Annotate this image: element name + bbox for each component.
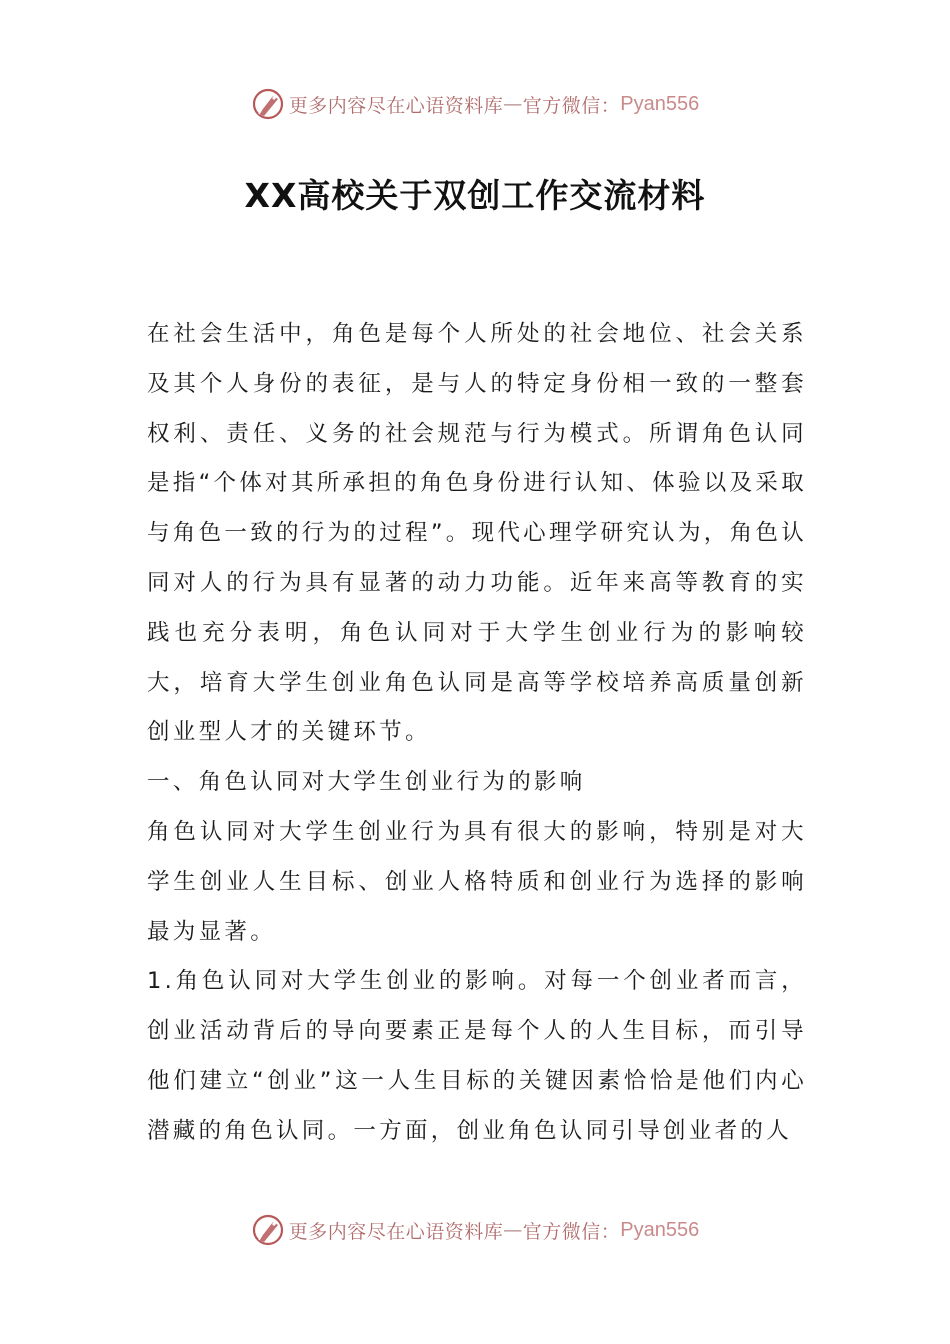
document-title: XX高校关于双创工作交流材料 [244,176,706,215]
banner-text: 更多内容尽在心语资料库 [288,94,504,117]
banner-label: 官方微信： [522,94,621,117]
document-body [147,310,807,1157]
section-heading: 一、角色认同对大学生创业行为的影响 [147,769,586,796]
footer-watermark-banner [0,1210,950,1250]
header-watermark-banner [0,84,950,124]
pen-nib-circle-icon [251,1213,285,1247]
paragraph-intro: 在社会生活中，角色是每个人所处的社会地位、社会关系及其个人身份的表征，是与人的特定身份相一致的一整套权利、责任、义务的社会规范与行为模式。所谓角色认同是指“个体对其所承担的角色身份进行认知、体验以及采取与角色一致的行为的过程”。现代心理学研究认为，角色认同对人的行为具有显著的动力功能。近年来高等教育的实践也充分表明，角色认同对于大学生创业行为的影响较大，培育大学生创业角色认同是高等学校培养高质量创新创业型人才的关键环节。 [147,321,807,746]
banner-label: 官方微信： [522,1220,621,1243]
paragraph-point-1: 1.角色认同对大学生创业的影响。对每一个创业者而言，创业活动背后的导向要素正是每个人的人生目标，而引导他们建立“创业”这一人生目标的关键因素恰恰是他们内心潜藏的角色认同。一方面，创业角色认同引导创业者的人 [147,968,807,1144]
paragraph-section-summary: 角色认同对大学生创业行为具有很大的影响，特别是对大学生创业人生目标、创业人格特质和创业行为选择的影响最为显著。 [147,818,807,945]
banner-text: 更多内容尽在心语资料库 [288,1220,504,1243]
banner-separator: — [503,93,523,115]
banner-handle: Pyan556 [620,92,700,115]
pen-nib-circle-icon [251,87,285,121]
banner-handle: Pyan556 [620,1218,700,1241]
banner-separator: — [503,1219,523,1241]
